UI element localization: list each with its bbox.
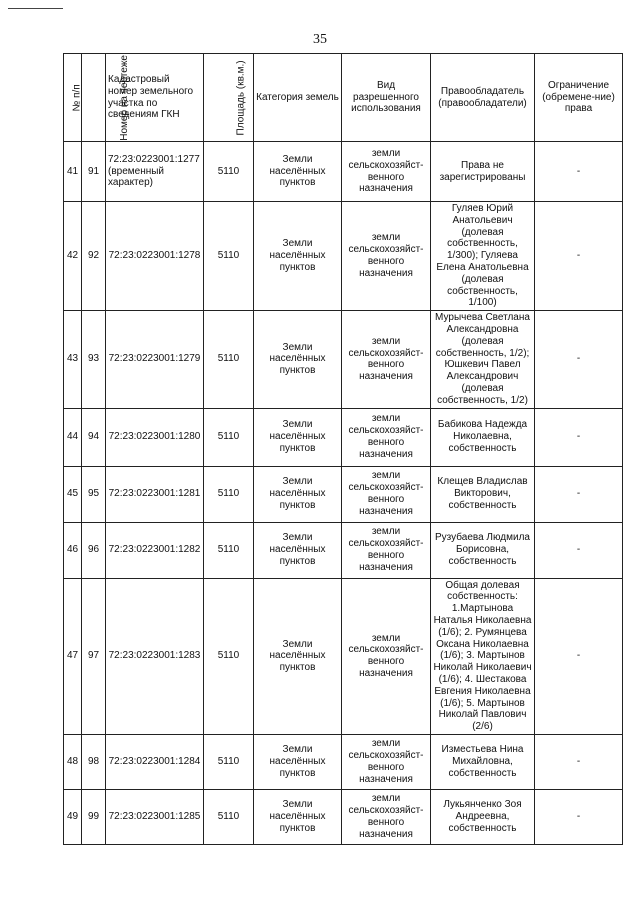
header-category: Категория земель <box>254 54 342 142</box>
cell-cadastral: 72:23:0223001:1282 <box>106 522 204 578</box>
cell-cadastral: 72:23:0223001:1278 <box>106 202 204 311</box>
cell-area: 5110 <box>204 311 254 408</box>
table-row <box>64 522 623 578</box>
cell-owner: Лукьянченко Зоя Андреевна, собственность <box>431 789 535 844</box>
cell-area: 5110 <box>204 466 254 522</box>
cell-drawing: 93 <box>82 311 106 408</box>
cell-drawing: 94 <box>82 408 106 466</box>
cell-use: земли сельскохозяйст-венного назначения <box>342 142 431 202</box>
cell-num: 49 <box>64 789 82 844</box>
cell-restriction: - <box>535 311 623 408</box>
cell-cadastral: 72:23:0223001:1280 <box>106 408 204 466</box>
cell-restriction: - <box>535 522 623 578</box>
header-drawing: Номер на чертеже <box>82 54 106 142</box>
page-number: 35 <box>313 32 327 47</box>
cell-use: земли сельскохозяйст-венного назначения <box>342 522 431 578</box>
cell-area: 5110 <box>204 202 254 311</box>
header-use: Вид разрешенного использования <box>342 54 431 142</box>
cell-area: 5110 <box>204 578 254 734</box>
cell-drawing: 96 <box>82 522 106 578</box>
cell-use: земли сельскохозяйст-венного назначения <box>342 408 431 466</box>
cell-drawing: 95 <box>82 466 106 522</box>
top-rule <box>8 8 63 9</box>
cell-use: земли сельскохозяйст-венного назначения <box>342 311 431 408</box>
cell-category: Земли населённых пунктов <box>254 522 342 578</box>
cell-drawing: 99 <box>82 789 106 844</box>
cell-use: земли сельскохозяйст-венного назначения <box>342 466 431 522</box>
cell-drawing: 98 <box>82 734 106 789</box>
cell-cadastral: 72:23:0223001:1281 <box>106 466 204 522</box>
cell-use: земли сельскохозяйст-венного назначения <box>342 789 431 844</box>
table-row <box>64 578 623 734</box>
cell-owner: Бабикова Надежда Николаевна, собственность <box>431 408 535 466</box>
cell-num: 43 <box>64 311 82 408</box>
cell-num: 44 <box>64 408 82 466</box>
cell-area: 5110 <box>204 734 254 789</box>
table-row <box>64 466 623 522</box>
cell-restriction: - <box>535 466 623 522</box>
cell-drawing: 91 <box>82 142 106 202</box>
cell-num: 46 <box>64 522 82 578</box>
cell-area: 5110 <box>204 522 254 578</box>
cell-category: Земли населённых пунктов <box>254 408 342 466</box>
cell-num: 45 <box>64 466 82 522</box>
cell-cadastral: 72:23:0223001:1277 (временный характер) <box>106 142 204 202</box>
cell-num: 47 <box>64 578 82 734</box>
cell-category: Земли населённых пунктов <box>254 142 342 202</box>
cell-owner: Гуляев Юрий Анатольевич (долевая собственность, 1/300); Гуляева Елена Анатольевна (долевая собственность, 1/100) <box>431 202 535 311</box>
header-area: Площадь (кв.м.) <box>204 54 254 142</box>
cell-category: Земли населённых пунктов <box>254 578 342 734</box>
table-header-row <box>64 54 623 142</box>
cell-category: Земли населённых пунктов <box>254 789 342 844</box>
table-row <box>64 789 623 844</box>
cell-num: 41 <box>64 142 82 202</box>
cell-owner: Мурычева Светлана Александровна (долевая собственность, 1/2); Юшкевич Павел Александрович (долевая собственность, 1/2) <box>431 311 535 408</box>
cell-owner: Общая долевая собственность: 1.Мартынова Наталья Николаевна (1/6); 2. Румянцева Оксана Николаевна (1/6); 3. Мартынов Николай Николаевич (1/6); 4. Шестакова Евгения Николаевна (1/6); 5. Мартынов Николай Павлович (2/6) <box>431 578 535 734</box>
cell-cadastral: 72:23:0223001:1284 <box>106 734 204 789</box>
cell-num: 48 <box>64 734 82 789</box>
cell-owner: Клещев Владислав Викторович, собственность <box>431 466 535 522</box>
table-row <box>64 202 623 311</box>
cell-restriction: - <box>535 408 623 466</box>
cell-category: Земли населённых пунктов <box>254 202 342 311</box>
cell-restriction: - <box>535 734 623 789</box>
cell-restriction: - <box>535 578 623 734</box>
cell-use: земли сельскохозяйст-венного назначения <box>342 202 431 311</box>
cell-cadastral: 72:23:0223001:1279 <box>106 311 204 408</box>
cell-category: Земли населённых пунктов <box>254 466 342 522</box>
cell-restriction: - <box>535 142 623 202</box>
table-row <box>64 311 623 408</box>
cell-use: земли сельскохозяйст-венного назначения <box>342 734 431 789</box>
cell-cadastral: 72:23:0223001:1285 <box>106 789 204 844</box>
cell-owner: Рузубаева Людмила Борисовна, собственность <box>431 522 535 578</box>
cell-restriction: - <box>535 789 623 844</box>
cell-cadastral: 72:23:0223001:1283 <box>106 578 204 734</box>
header-restriction: Ограничение (обремене-ние) права <box>535 54 623 142</box>
land-plots-table <box>63 53 623 845</box>
cell-category: Земли населённых пунктов <box>254 734 342 789</box>
header-cadastral: Кадастровый номер земельного участка по сведениям ГКН <box>106 54 204 142</box>
cell-area: 5110 <box>204 789 254 844</box>
cell-use: земли сельскохозяйст-венного назначения <box>342 578 431 734</box>
cell-drawing: 92 <box>82 202 106 311</box>
table-row <box>64 734 623 789</box>
header-owner: Правообладатель (правообладатели) <box>431 54 535 142</box>
header-num: № п/п <box>64 54 82 142</box>
cell-owner: Изместьева Нина Михайловна, собственность <box>431 734 535 789</box>
table-row <box>64 408 623 466</box>
cell-category: Земли населённых пунктов <box>254 311 342 408</box>
cell-drawing: 97 <box>82 578 106 734</box>
cell-num: 42 <box>64 202 82 311</box>
cell-area: 5110 <box>204 142 254 202</box>
table-row <box>64 142 623 202</box>
cell-area: 5110 <box>204 408 254 466</box>
cell-restriction: - <box>535 202 623 311</box>
cell-owner: Права не зарегистрированы <box>431 142 535 202</box>
